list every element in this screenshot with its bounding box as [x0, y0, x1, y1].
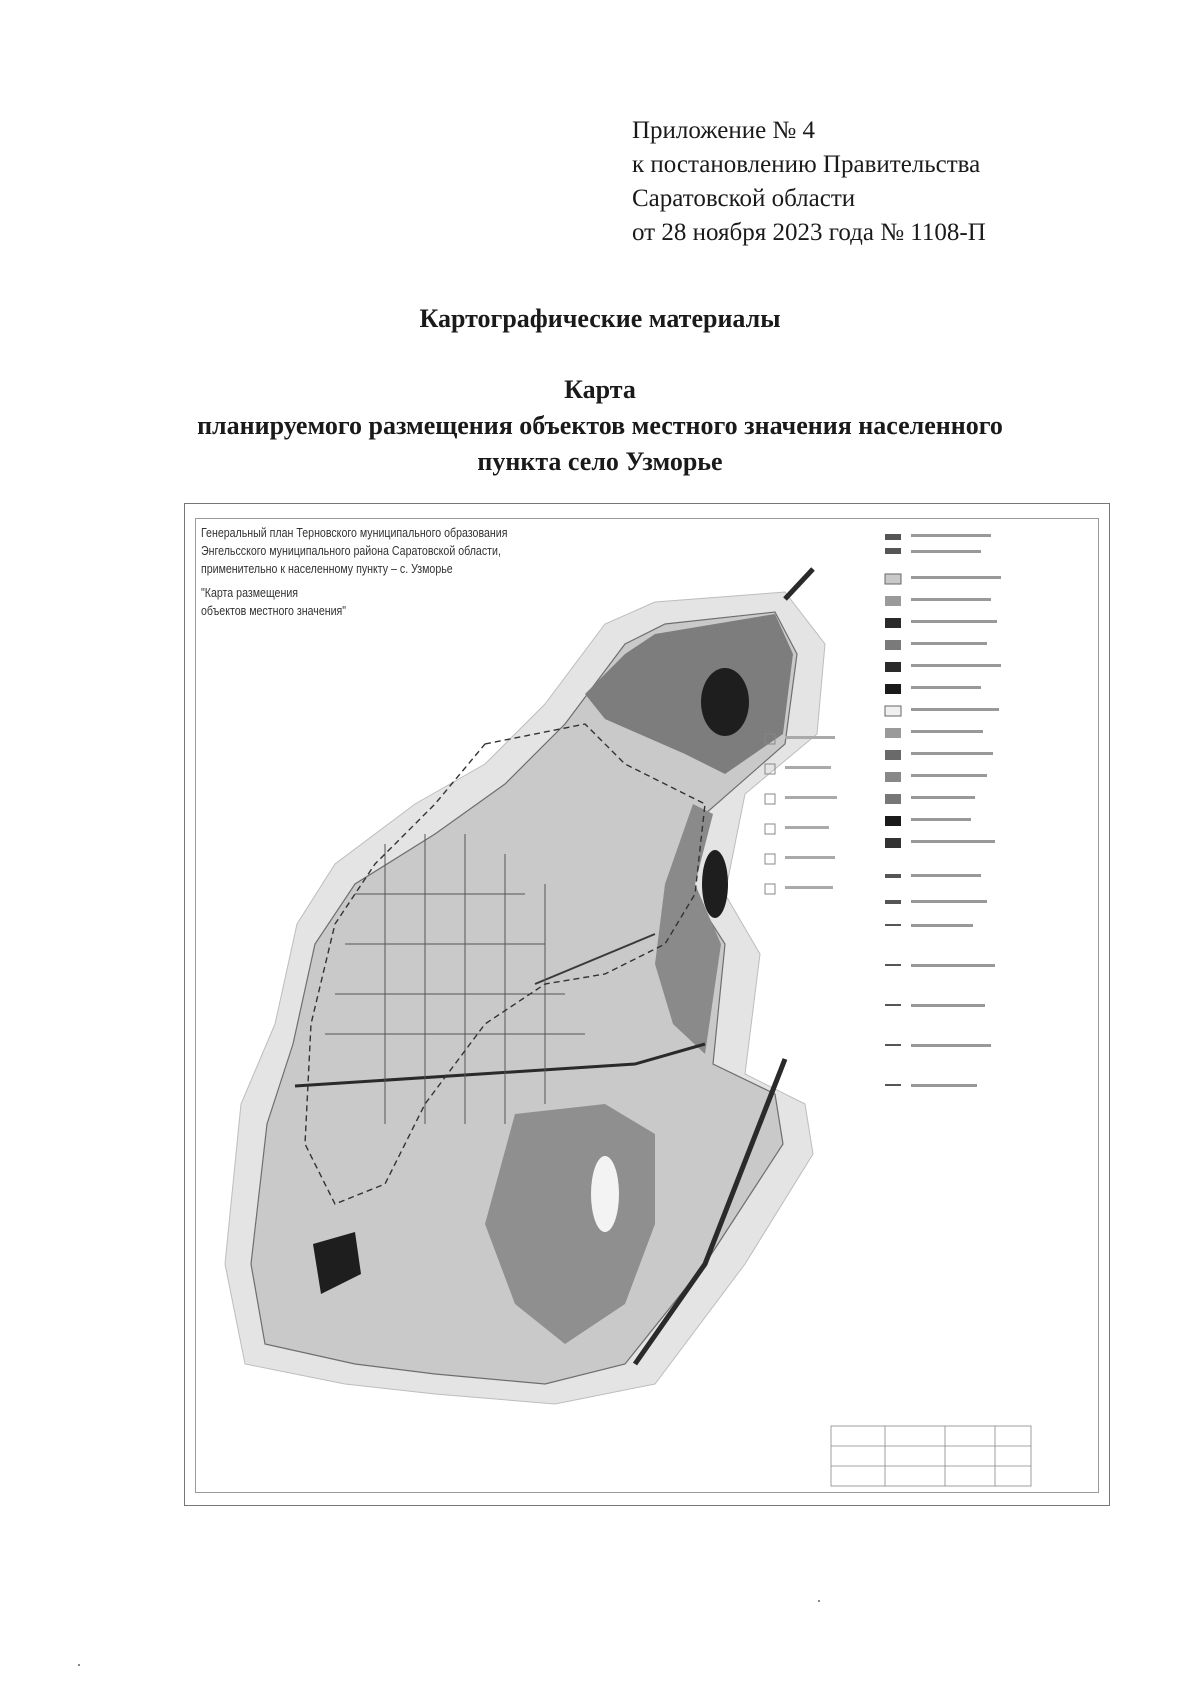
map-title-line-1: Карта	[564, 375, 636, 404]
appendix-region: Саратовской области	[632, 185, 856, 212]
caption-line-5: объектов местного значения"	[201, 604, 347, 618]
map-sheet	[184, 503, 1110, 1506]
map-object-oval	[591, 1156, 619, 1232]
scan-speck	[818, 1600, 820, 1602]
map-sheet-caption	[201, 524, 524, 620]
map-object-east	[702, 850, 728, 918]
caption-line-3: применительно к населенному пункту – с. Узморье	[201, 562, 453, 576]
section-title: Картографические материалы	[419, 304, 781, 333]
caption-line-4: "Карта размещения	[201, 586, 299, 600]
settlement-map	[185, 504, 1111, 1507]
map-title	[0, 372, 1200, 480]
appendix-decree: к постановлению Правительства	[632, 151, 981, 178]
caption-line-2: Энгельсского муниципального района Саратовской области,	[201, 544, 501, 558]
appendix-block	[632, 114, 986, 250]
map-road-north	[785, 569, 813, 599]
appendix-number: Приложение № 4	[632, 117, 816, 144]
caption-line-1: Генеральный план Терновского муниципального образования	[201, 526, 508, 540]
scan-speck	[78, 1664, 80, 1666]
appendix-date: от 28 ноября 2023 года № 1108-П	[632, 219, 986, 246]
map-title-line-3: пункта село Узморье	[477, 447, 723, 476]
map-object-lake-north	[701, 668, 749, 736]
map-title-block	[831, 1426, 1031, 1486]
map-title-line-2: планируемого размещения объектов местного значения населенного	[197, 411, 1003, 440]
